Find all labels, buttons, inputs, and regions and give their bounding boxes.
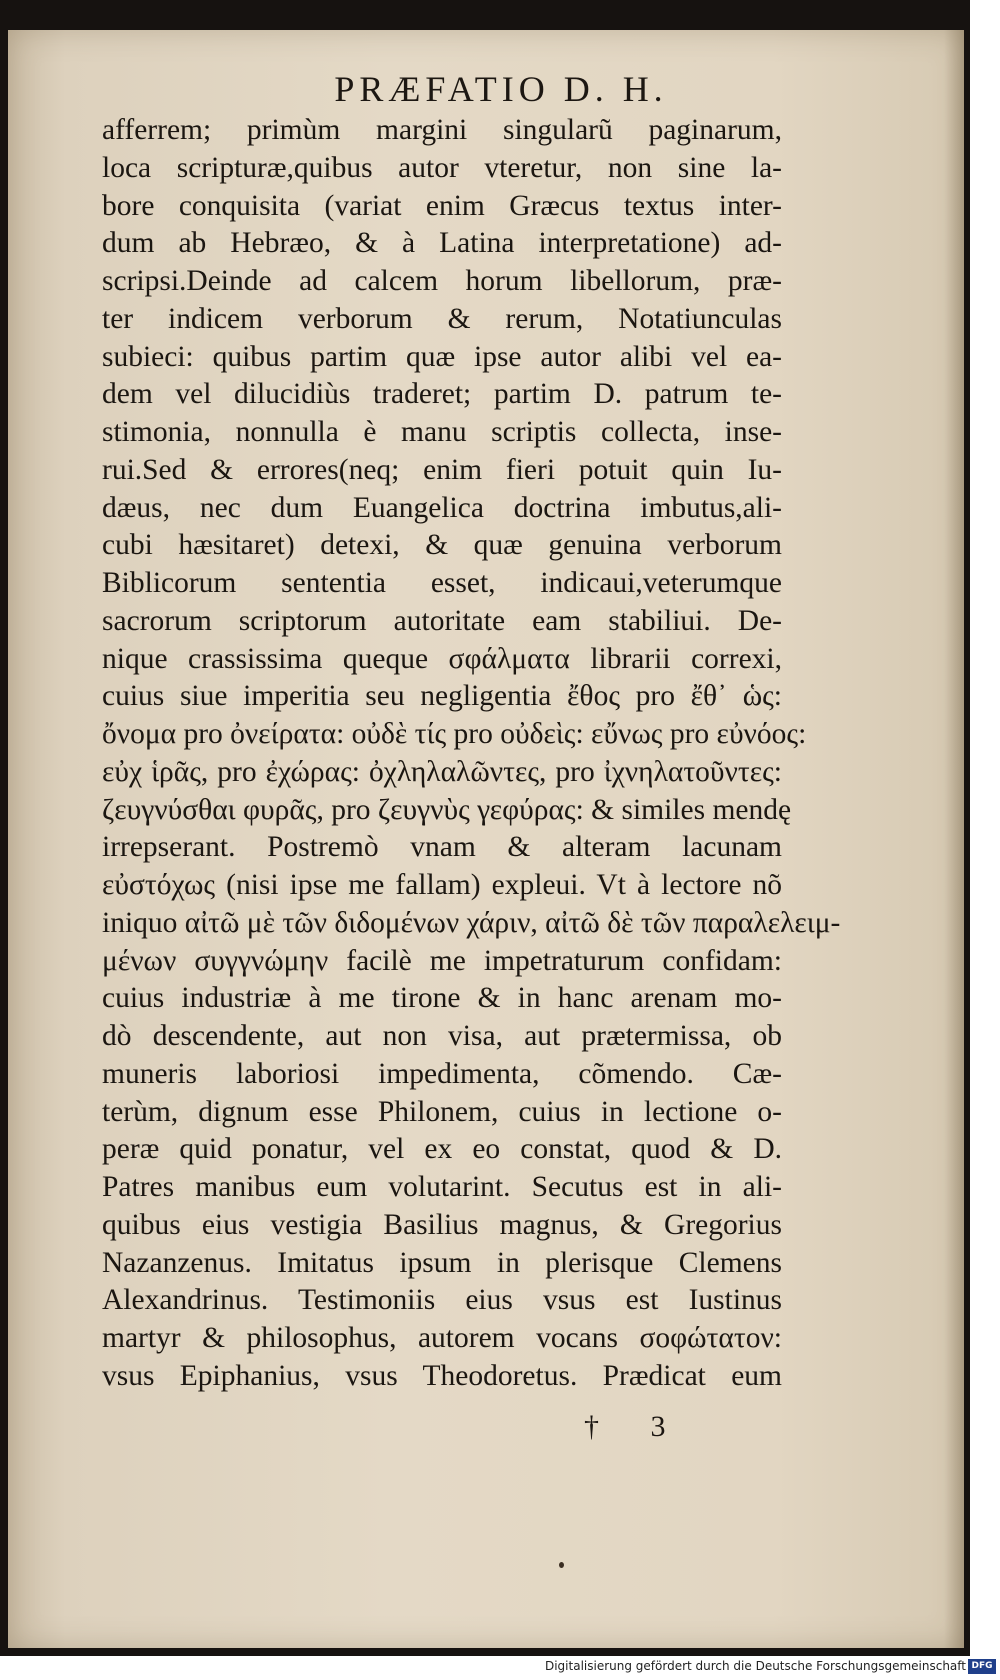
text-line: Patres manibus eum volutarint. Secutus est in ali- <box>102 1171 782 1203</box>
text-line: dum ab Hebræo, & à Latina interpretatione) ad- <box>102 227 782 260</box>
dfg-logo: DFG <box>968 1659 996 1674</box>
text-line: scripsi.Deinde ad calcem horum libellorum, præ- <box>102 265 782 297</box>
text-line: afferrem; primùm margini singularũ paginarum, <box>102 114 782 146</box>
text-line: cuius industriæ à me tirone & in hanc arenam mo- <box>102 982 782 1015</box>
text-line: terùm, dignum esse Philonem, cuius in lectione o- <box>102 1095 782 1128</box>
running-head: PRÆFATIO D. H. <box>334 69 668 109</box>
text-line: ὄνομα pro ὀνείρατα: οὐδὲ τίς pro οὐδεὶς: εὔνως pro εὐνόος: <box>102 718 807 750</box>
text-line: muneris laboriosi impedimenta, cõmendo. Cæ- <box>102 1057 782 1090</box>
text-line: ζευγνύσθαι φυρᾶς, pro ζευγνὺς γεφύρας: & similes mendę <box>102 793 792 826</box>
text-line: nique crassissima queque σφάλματα librarii correxi, <box>102 642 782 675</box>
text-line: ter indicem verborum & rerum, Notatiunculas <box>102 302 782 335</box>
text-line: iniquo αἰτῶ μὲ τῶν διδομένων χάριν, αἰτῶ δὲ τῶν παραλελειμ- <box>102 906 841 939</box>
text-line: εὐστόχως (nisi ipse me fallam) expleui. Vt à lectore nõ <box>102 869 782 901</box>
text-line: sacrorum scriptorum autoritate eam stabiliui. De- <box>102 604 782 637</box>
text-line: stimonia, nonnulla è manu scriptis collecta, inse- <box>102 416 782 448</box>
text-line: dæus, nec dum Euangelica doctrina imbutus,ali- <box>102 491 782 524</box>
text-line: quibus eius vestigia Basilius magnus, & Gregorius <box>102 1208 782 1241</box>
page-fold-shadow <box>944 30 964 1648</box>
text-line: Nazanzenus. Imitatus ipsum in plerisque Clemens <box>102 1246 782 1279</box>
text-line: cuius siue imperitia seu negligentia ἔθος pro ἔθ᾽ ὡς: <box>102 680 782 713</box>
text-line: cubi hæsitaret) detexi, & quæ genuina verborum <box>102 529 782 562</box>
signature-mark: † 3 <box>584 1410 688 1443</box>
text-line: subieci: quibus partim quæ ipse autor alibi vel ea- <box>102 340 782 373</box>
text-line: vsus Epiphanius, vsus Theodoretus. Prædicat eum <box>102 1359 782 1392</box>
text-line: dem vel dilucidiùs traderet; partim D. patrum te- <box>102 378 782 411</box>
text-line: loca scripturæ,quibus autor vteretur, non sine la- <box>102 151 782 184</box>
text-line: rui.Sed & errores(neq; enim fieri potuit quin Iu- <box>102 453 782 486</box>
text-line: bore conquisita (variat enim Græcus textus inter- <box>102 189 782 222</box>
text-line: irrepserant. Postremò vnam & alteram lacunam <box>102 831 782 864</box>
text-line: μένων συγγνώμην facilè me impetraturum confidam: <box>102 944 782 977</box>
text-line: Biblicorum sententia esset, indicaui,veterumque <box>102 567 782 599</box>
footer-credit: Digitalisierung gefördert durch die Deutsche Forschungsgemeinschaft <box>544 1659 966 1673</box>
text-line: dò descendente, aut non visa, aut prætermissa, ob <box>102 1020 782 1052</box>
text-line: martyr & philosophus, autorem vocans σοφώτατον: <box>102 1322 782 1354</box>
ink-speck <box>559 1562 564 1568</box>
text-line: εὐχ ἱρᾶς, pro ἐχώρας: ὀχληλαλῶντες, pro ἰχνηλατοῦντες: <box>102 755 782 788</box>
body-text <box>102 112 841 1396</box>
book-page <box>8 30 964 1648</box>
text-line: Alexandrinus. Testimoniis eius vsus est Iustinus <box>102 1284 782 1317</box>
text-line: peræ quid ponatur, vel ex eo constat, quod & D. <box>102 1133 782 1166</box>
